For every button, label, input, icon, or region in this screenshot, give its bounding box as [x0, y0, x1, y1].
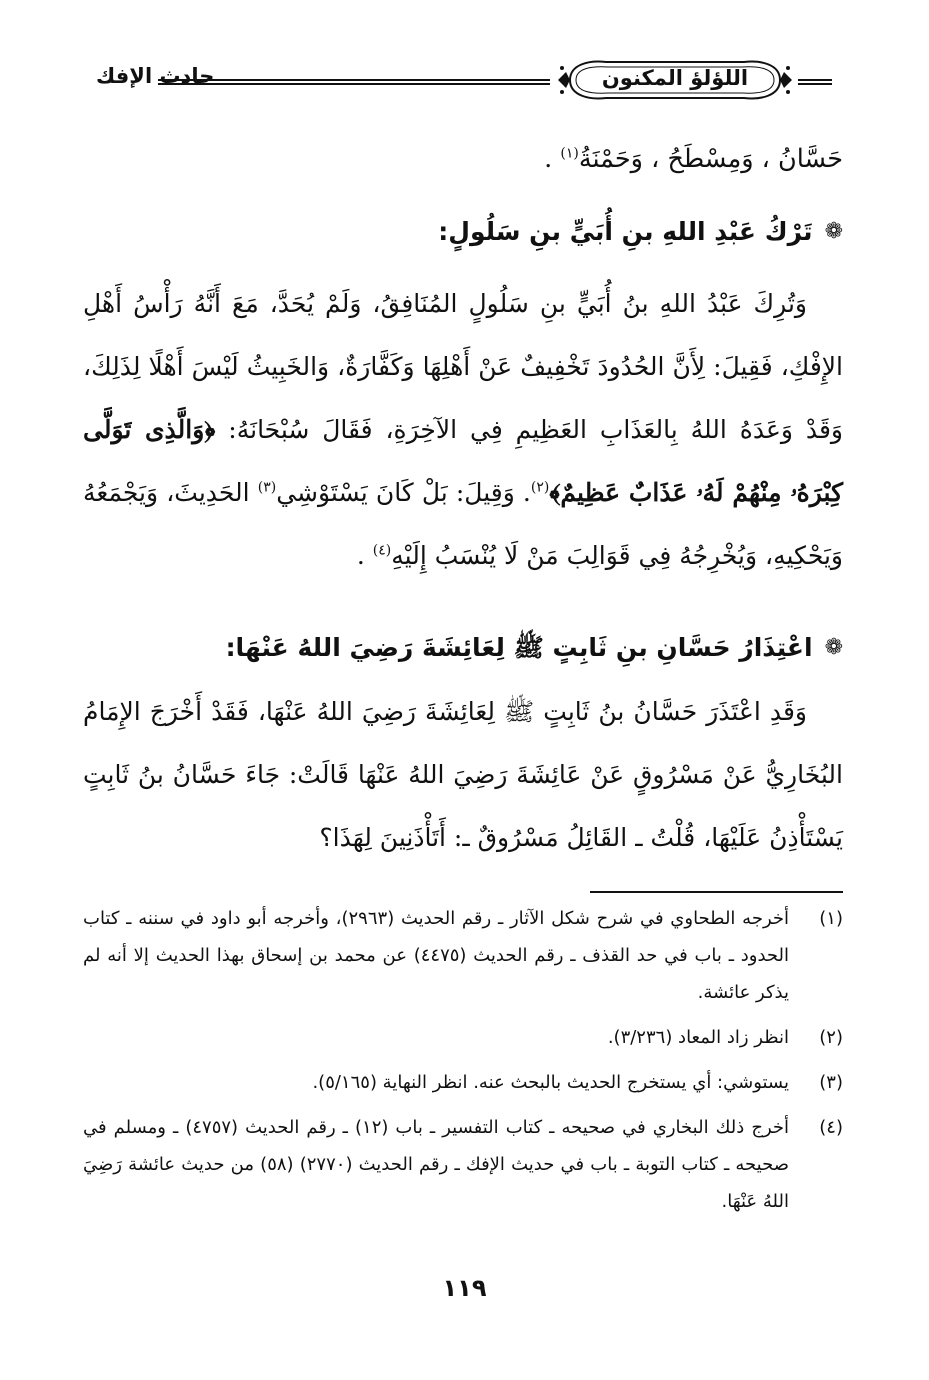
continued-text: حَسَّانُ ، وَمِسْطَحُ ، وَحَمْنَةُ [578, 144, 843, 174]
heading-text: اعْتِذَارُ حَسَّانِ بنِ ثَابِتٍ ﷺ لِعَائِشَةَ رَضِيَ اللهُ عَنْهَا: [225, 633, 813, 662]
header-rule-left [158, 79, 550, 85]
header-rule-right [798, 79, 832, 85]
footnote-number: (٣) [819, 1072, 843, 1093]
book-title: اللؤلؤ المكنون [601, 66, 749, 90]
footnote-text: انظر زاد المعاد (٣/٢٣٦). [607, 1027, 789, 1048]
footnote-ref-4[interactable]: (٤) [372, 542, 392, 559]
line-end-mark: . [356, 541, 373, 570]
footnote [83, 1109, 843, 1220]
footnote-ref-1[interactable]: (١) [560, 145, 579, 162]
paragraph-hassan-apology: وَقَدِ اعْتَذَرَ حَسَّانُ بنُ ثَابِتٍ ﷺ لِعَائِشَةَ رَضِيَ اللهُ عَنْهَا، فَقَدْ أَخْرَجَ الإِمَامُ البُخَارِيُّ عَنْ مَسْرُوقٍ عَنْ عَائِشَةَ رَضِيَ اللهُ عَنْهَا قَالَتْ: جَاءَ حَسَّانُ بنُ ثَابِتٍ يَسْتَأْذِنُ عَلَيْهَا، قُلْتُ ـ القَائِلُ مَسْرُوقٌ ـ: أَتَأْذَنِينَ لِهَذَا؟ [83, 697, 843, 852]
page-number: ١١٩ [442, 1274, 487, 1302]
paragraph-text: وَتُرِكَ عَبْدُ اللهِ بنُ أُبَيٍّ بنِ سَلُولٍ المُنَافِقُ، وَلَمْ يُحَدَّ، مَعَ أَنَّهُ رَأْسُ أَهْلِ الإِفْكِ، فَقِيلَ: لِأَنَّ الحُدُودَ تَخْفِيفٌ عَنْ أَهْلِهَا وَكَفَّارَةٌ، وَالخَبِيثُ لَيْسَ أَهْلًا لِذَلِكَ، وَقَدْ وَعَدَهُ اللهُ بِالعَذَابِ العَظِيمِ فِي الآخِرَةِ، فَقَالَ سُبْحَانَهُ: [83, 289, 844, 444]
line-end-mark: . [544, 144, 561, 174]
footnote-ref-2[interactable]: (٢) [530, 479, 550, 496]
footnote [83, 900, 843, 1011]
book-title-badge [556, 56, 794, 104]
section-heading-ibn-ubayy [83, 212, 843, 252]
chapter-title: حادث الإفك [96, 64, 215, 88]
footnote-ref-3[interactable]: (٣) [257, 479, 277, 496]
footnote-text: يستوشي: أي يستخرج الحديث بالبحث عنه. انظر النهاية (٥/١٦٥). [312, 1072, 789, 1093]
flower-ornament-icon: ❁ [824, 635, 843, 660]
footnote-separator [590, 891, 843, 893]
heading-text: تَرْكُ عَبْدِ اللهِ بنِ أُبَيٍّ بنِ سَلُولٍ: [438, 217, 813, 246]
quran-verse: ﴿وَالَّذِى تَوَلَّى كِبْرَهُۥ مِنْهُمْ لَهُۥ عَذَابٌ عَظِيمٌ﴾ [83, 415, 843, 507]
footnote-text: أخرجه الطحاوي في شرح شكل الآثار ـ رقم الحديث (٢٩٦٣)، وأخرجه أبو داود في سننه ـ كتاب الحدود ـ باب في حد القذف ـ رقم الحديث (٤٤٧٥) عن محمد بن إسحاق بهذا الحديث إلا أنه لم يذكر عائشة. [83, 908, 790, 1003]
footnotes [83, 900, 843, 1228]
flower-ornament-icon: ❁ [824, 219, 843, 244]
continued-line [83, 128, 843, 190]
footnote-number: (١) [819, 908, 843, 929]
footnote [83, 1064, 843, 1101]
footnote-number: (٤) [819, 1117, 843, 1138]
paragraph-text: الحَدِيثَ، وَيَجْمَعُهُ وَيَحْكِيهِ، وَيُخْرِجُهُ فِي قَوَالِبَ مَنْ لَا يُنْسَبُ إِلَيْهِ [83, 478, 843, 570]
footnote-text: أخرج ذلك البخاري في صحيحه ـ كتاب التفسير ـ باب (١٢) ـ رقم الحديث (٤٧٥٧) ـ ومسلم في صحيحه ـ كتاب التوبة ـ باب في حديث الإفك ـ رقم الحديث (٢٧٧٠) (٥٨) من حديث عائشة رَضِيَ اللهُ عَنْهَا. [83, 1117, 790, 1212]
paragraph-ibn-ubayy [83, 272, 843, 587]
footnote [83, 1019, 843, 1056]
running-header [96, 56, 847, 104]
section-heading-hassan-apology [83, 628, 843, 668]
paragraph-text: . وَقِيلَ: بَلْ كَانَ يَسْتَوْشِي [276, 478, 531, 507]
footnote-number: (٢) [819, 1027, 843, 1048]
